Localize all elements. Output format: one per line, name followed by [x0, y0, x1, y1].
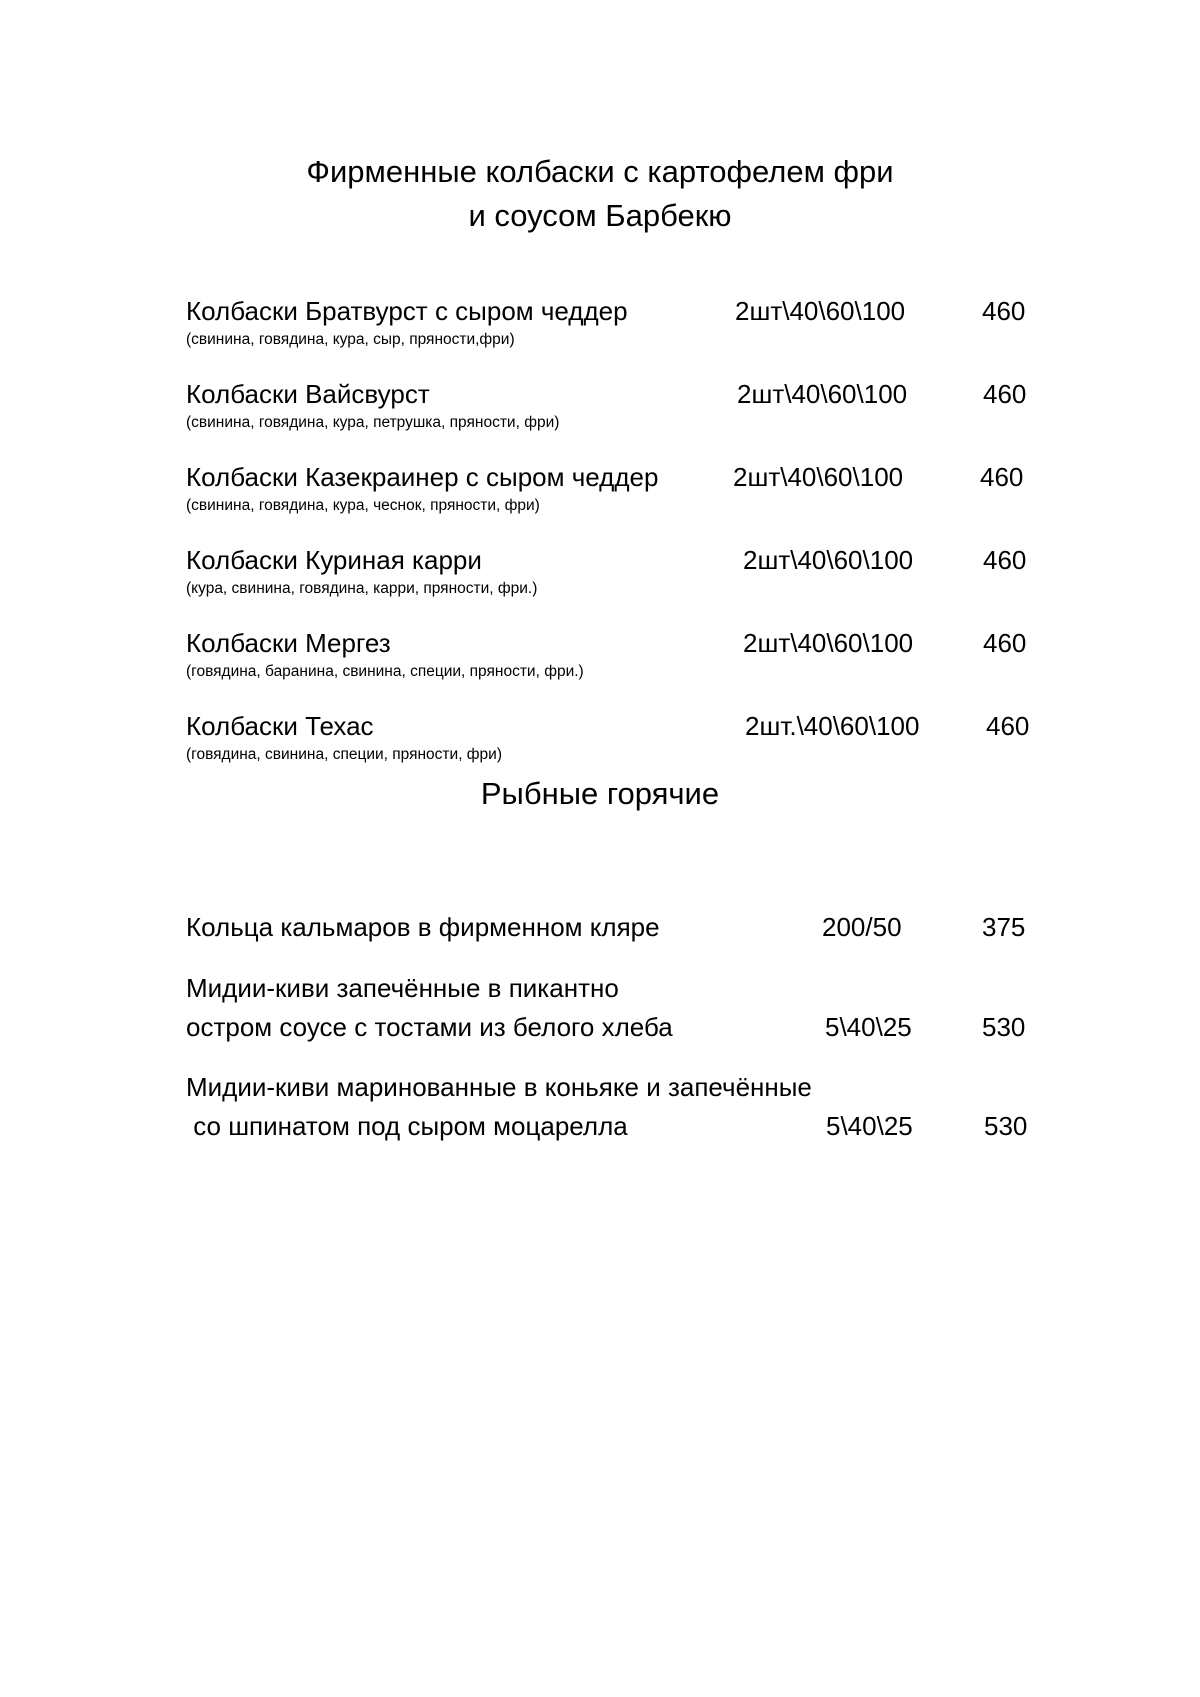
menu-item-weight: 2шт.\40\60\100 [745, 711, 920, 741]
menu-item-weight: 200/50 [822, 912, 902, 942]
menu-item-price: 460 [983, 628, 1027, 658]
menu-item-price: 460 [980, 462, 1024, 492]
menu-item-description: (свинина, говядина, кура, сыр, пряности,фри) [186, 331, 515, 348]
menu-item-name-line-2: со шпинатом под сыром моцарелла [186, 1111, 628, 1141]
menu-item-description: (говядина, свинина, специи, пряности, фри) [186, 746, 502, 763]
menu-item-weight: 2шт\40\60\100 [743, 545, 914, 575]
menu-item-name: Колбаски Братвурст с сыром чеддер [186, 296, 628, 326]
menu-item-name-line-1: Мидии-киви запечённые в пикантно [186, 973, 619, 1003]
menu-item-name: Колбаски Техас [186, 711, 374, 741]
menu-item-name: Колбаски Казекраинер с сыром чеддер [186, 462, 659, 492]
menu-item-description: (кура, свинина, говядина, карри, пряности, фри.) [186, 580, 538, 597]
menu-item-weight: 5\40\25 [826, 1111, 913, 1141]
menu-item-description: (говядина, баранина, свинина, специи, пряности, фри.) [186, 663, 584, 680]
menu-item-weight: 5\40\25 [825, 1012, 912, 1042]
menu-item-name: Кольца кальмаров в фирменном кляре [186, 912, 660, 942]
menu-item-name: Колбаски Вайсвурст [186, 379, 430, 409]
menu-item-weight: 2шт\40\60\100 [737, 379, 908, 409]
menu-item-weight: 2шт\40\60\100 [733, 462, 904, 492]
section-title-line-2: и соусом Барбекю [468, 198, 732, 233]
menu-item-description: (свинина, говядина, кура, петрушка, пряности, фри) [186, 414, 560, 431]
menu-item-name-line-1: Мидии-киви маринованные в коньяке и запечённые [186, 1072, 812, 1102]
section-title-fish: Рыбные горячие [480, 776, 720, 811]
menu-item-price: 460 [986, 711, 1030, 741]
menu-item-price: 375 [982, 912, 1026, 942]
menu-item-price: 530 [982, 1012, 1026, 1042]
menu-item-price: 530 [984, 1111, 1028, 1141]
menu-item-weight: 2шт\40\60\100 [743, 628, 914, 658]
menu-item-name: Колбаски Мергез [186, 628, 391, 658]
menu-item-name-line-2: остром соусе с тостами из белого хлеба [186, 1012, 673, 1042]
menu-item-description: (свинина, говядина, кура, чеснок, пряности, фри) [186, 497, 540, 514]
menu-item-weight: 2шт\40\60\100 [735, 296, 906, 326]
menu-item-price: 460 [983, 379, 1027, 409]
menu-item-price: 460 [983, 545, 1027, 575]
section-title-sausages [0, 150, 1200, 238]
section-title-line-1: Фирменные колбаски с картофелем фри [306, 154, 894, 189]
menu-item-name: Колбаски Куриная карри [186, 545, 482, 575]
menu-item-price: 460 [982, 296, 1026, 326]
